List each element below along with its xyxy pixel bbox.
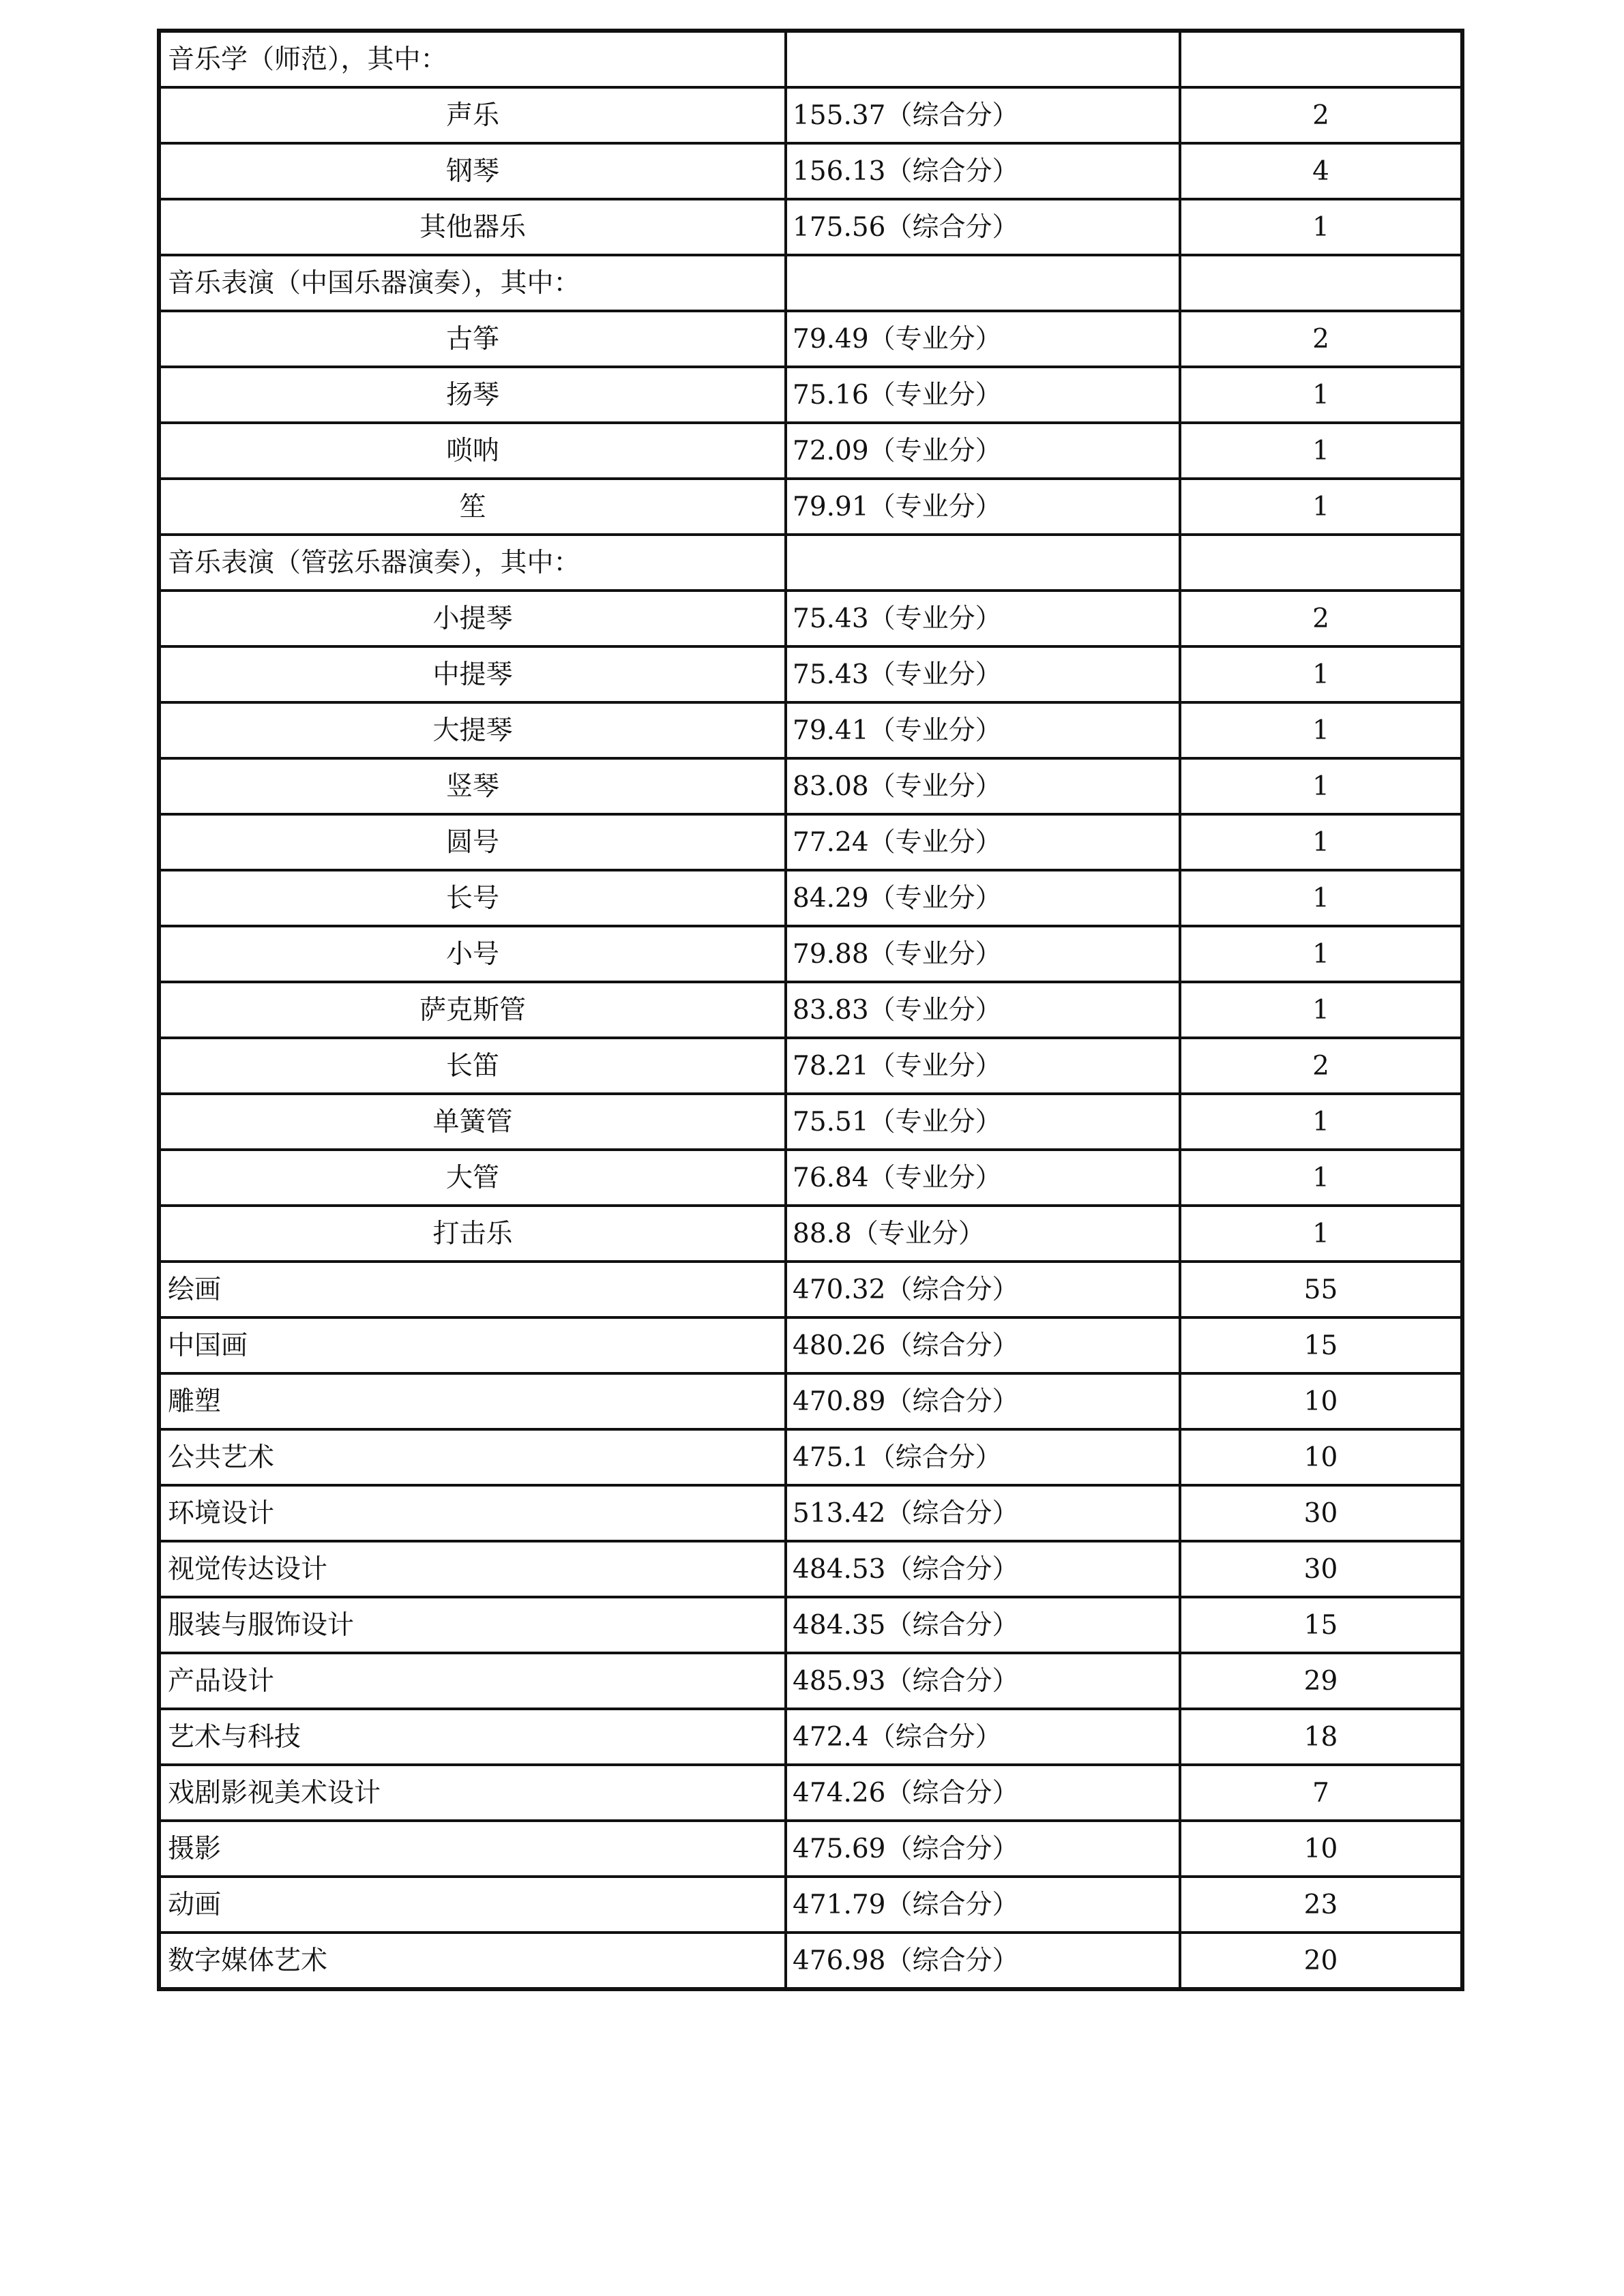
min-score-cell: 472.4（综合分） bbox=[786, 1709, 1180, 1765]
min-score-cell: 485.93（综合分） bbox=[786, 1653, 1180, 1709]
min-score-cell: 155.37（综合分） bbox=[786, 87, 1180, 143]
sub-major-name: 竖琴 bbox=[445, 771, 499, 802]
sub-major-name-cell bbox=[159, 199, 786, 255]
major-name-cell: 艺术与科技 bbox=[159, 1709, 786, 1765]
sub-major-name: 钢琴 bbox=[445, 155, 499, 187]
major-name-cell: 公共艺术 bbox=[159, 1429, 786, 1485]
table-row bbox=[159, 1933, 1462, 1989]
table-row bbox=[159, 1821, 1462, 1877]
table-row bbox=[159, 1317, 1462, 1373]
table-row bbox=[159, 591, 1462, 646]
sub-major-name-cell bbox=[159, 311, 786, 367]
admit-count-cell: 1 bbox=[1180, 479, 1462, 535]
major-name-cell: 音乐学（师范），其中： bbox=[159, 31, 786, 87]
table-row bbox=[159, 31, 1462, 87]
min-score-cell bbox=[786, 255, 1180, 311]
admit-count-cell: 1 bbox=[1180, 758, 1462, 814]
sub-major-name: 其他器乐 bbox=[419, 211, 526, 243]
table-row bbox=[159, 926, 1462, 982]
table-row bbox=[159, 982, 1462, 1038]
table-row bbox=[159, 870, 1462, 926]
min-score-cell: 513.42（综合分） bbox=[786, 1485, 1180, 1541]
min-score-cell: 78.21（专业分） bbox=[786, 1038, 1180, 1094]
admit-count-cell: 2 bbox=[1180, 591, 1462, 646]
table-row bbox=[159, 646, 1462, 702]
major-name-cell: 数字媒体艺术 bbox=[159, 1933, 786, 1989]
sub-major-name: 唢呐 bbox=[445, 435, 499, 466]
admit-count-cell bbox=[1180, 535, 1462, 591]
sub-major-name-cell bbox=[159, 143, 786, 199]
sub-major-name-cell bbox=[159, 591, 786, 646]
admit-count-cell: 10 bbox=[1180, 1821, 1462, 1877]
table-row bbox=[159, 702, 1462, 758]
min-score-cell: 75.43（专业分） bbox=[786, 646, 1180, 702]
sub-major-name: 笙 bbox=[459, 491, 486, 522]
table-row bbox=[159, 1094, 1462, 1150]
min-score-cell bbox=[786, 31, 1180, 87]
min-score-cell: 76.84（专业分） bbox=[786, 1150, 1180, 1206]
sub-major-name-cell bbox=[159, 870, 786, 926]
sub-major-name-cell bbox=[159, 423, 786, 479]
sub-major-name-cell bbox=[159, 646, 786, 702]
sub-major-name: 古筝 bbox=[445, 323, 499, 355]
table-row bbox=[159, 1653, 1462, 1709]
major-name-cell: 戏剧影视美术设计 bbox=[159, 1765, 786, 1821]
table-row bbox=[159, 1485, 1462, 1541]
table-row bbox=[159, 1429, 1462, 1485]
sub-major-name: 扬琴 bbox=[445, 379, 499, 411]
table-row bbox=[159, 1765, 1462, 1821]
sub-major-name: 圆号 bbox=[445, 826, 499, 858]
min-score-cell: 75.16（专业分） bbox=[786, 367, 1180, 423]
min-score-cell: 484.53（综合分） bbox=[786, 1541, 1180, 1597]
admit-count-cell bbox=[1180, 255, 1462, 311]
sub-major-name: 大管 bbox=[445, 1162, 499, 1193]
admit-count-cell: 1 bbox=[1180, 982, 1462, 1038]
min-score-cell: 83.08（专业分） bbox=[786, 758, 1180, 814]
table-row bbox=[159, 814, 1462, 870]
table-row bbox=[159, 1150, 1462, 1206]
table-row bbox=[159, 87, 1462, 143]
sub-major-name: 长笛 bbox=[445, 1050, 499, 1082]
table-row bbox=[159, 199, 1462, 255]
table-row bbox=[159, 758, 1462, 814]
table-row bbox=[159, 1709, 1462, 1765]
table-row bbox=[159, 1262, 1462, 1317]
admit-count-cell: 1 bbox=[1180, 814, 1462, 870]
table-row bbox=[159, 423, 1462, 479]
admit-count-cell: 2 bbox=[1180, 1038, 1462, 1094]
min-score-cell: 175.56（综合分） bbox=[786, 199, 1180, 255]
major-name-cell: 产品设计 bbox=[159, 1653, 786, 1709]
sub-major-name-cell bbox=[159, 367, 786, 423]
major-name-cell: 中国画 bbox=[159, 1317, 786, 1373]
table-row bbox=[159, 1373, 1462, 1429]
admit-count-cell: 1 bbox=[1180, 926, 1462, 982]
min-score-cell: 79.88（专业分） bbox=[786, 926, 1180, 982]
sub-major-name: 打击乐 bbox=[432, 1218, 513, 1249]
table-row bbox=[159, 367, 1462, 423]
admit-count-cell: 15 bbox=[1180, 1317, 1462, 1373]
min-score-cell: 475.69（综合分） bbox=[786, 1821, 1180, 1877]
sub-major-name: 小提琴 bbox=[432, 603, 513, 634]
admit-count-cell: 10 bbox=[1180, 1373, 1462, 1429]
major-name-cell: 动画 bbox=[159, 1877, 786, 1933]
min-score-cell: 84.29（专业分） bbox=[786, 870, 1180, 926]
min-score-cell: 480.26（综合分） bbox=[786, 1317, 1180, 1373]
min-score-cell: 88.8（专业分） bbox=[786, 1206, 1180, 1262]
admit-count-cell: 10 bbox=[1180, 1429, 1462, 1485]
sub-major-name-cell bbox=[159, 982, 786, 1038]
sub-major-name-cell bbox=[159, 926, 786, 982]
min-score-cell: 77.24（专业分） bbox=[786, 814, 1180, 870]
admit-count-cell: 20 bbox=[1180, 1933, 1462, 1989]
min-score-cell: 72.09（专业分） bbox=[786, 423, 1180, 479]
major-name-cell: 雕塑 bbox=[159, 1373, 786, 1429]
sub-major-name: 中提琴 bbox=[432, 659, 513, 690]
major-name-cell: 环境设计 bbox=[159, 1485, 786, 1541]
admit-count-cell: 23 bbox=[1180, 1877, 1462, 1933]
min-score-cell: 79.91（专业分） bbox=[786, 479, 1180, 535]
sub-major-name: 长号 bbox=[445, 882, 499, 914]
min-score-cell: 79.41（专业分） bbox=[786, 702, 1180, 758]
min-score-cell bbox=[786, 535, 1180, 591]
table-body bbox=[159, 31, 1462, 1989]
admit-count-cell: 30 bbox=[1180, 1541, 1462, 1597]
table-row bbox=[159, 1597, 1462, 1653]
min-score-cell: 474.26（综合分） bbox=[786, 1765, 1180, 1821]
sub-major-name-cell bbox=[159, 479, 786, 535]
major-name-cell: 音乐表演（中国乐器演奏），其中： bbox=[159, 255, 786, 311]
major-name-cell: 视觉传达设计 bbox=[159, 1541, 786, 1597]
major-name-cell: 绘画 bbox=[159, 1262, 786, 1317]
min-score-cell: 156.13（综合分） bbox=[786, 143, 1180, 199]
table-row bbox=[159, 311, 1462, 367]
admit-count-cell: 30 bbox=[1180, 1485, 1462, 1541]
sub-major-name-cell bbox=[159, 1206, 786, 1262]
min-score-cell: 470.32（综合分） bbox=[786, 1262, 1180, 1317]
admit-count-cell: 29 bbox=[1180, 1653, 1462, 1709]
table-row bbox=[159, 255, 1462, 311]
admit-count-cell: 4 bbox=[1180, 143, 1462, 199]
min-score-cell: 75.43（专业分） bbox=[786, 591, 1180, 646]
sub-major-name-cell bbox=[159, 814, 786, 870]
min-score-cell: 79.49（专业分） bbox=[786, 311, 1180, 367]
admit-count-cell: 2 bbox=[1180, 311, 1462, 367]
admit-count-cell: 1 bbox=[1180, 870, 1462, 926]
table-row bbox=[159, 535, 1462, 591]
sub-major-name-cell bbox=[159, 87, 786, 143]
sub-major-name-cell bbox=[159, 1038, 786, 1094]
admit-count-cell: 1 bbox=[1180, 1150, 1462, 1206]
sub-major-name: 单簧管 bbox=[432, 1106, 513, 1137]
min-score-cell: 484.35（综合分） bbox=[786, 1597, 1180, 1653]
admit-count-cell: 18 bbox=[1180, 1709, 1462, 1765]
major-name-cell: 服装与服饰设计 bbox=[159, 1597, 786, 1653]
admit-count-cell: 1 bbox=[1180, 646, 1462, 702]
admit-count-cell: 1 bbox=[1180, 367, 1462, 423]
min-score-cell: 475.1（综合分） bbox=[786, 1429, 1180, 1485]
min-score-cell: 476.98（综合分） bbox=[786, 1933, 1180, 1989]
admit-count-cell: 1 bbox=[1180, 199, 1462, 255]
admit-count-cell: 7 bbox=[1180, 1765, 1462, 1821]
sub-major-name-cell bbox=[159, 758, 786, 814]
sub-major-name: 小号 bbox=[445, 938, 499, 970]
min-score-cell: 471.79（综合分） bbox=[786, 1877, 1180, 1933]
admit-count-cell: 55 bbox=[1180, 1262, 1462, 1317]
sub-major-name: 萨克斯管 bbox=[419, 994, 526, 1026]
admit-count-cell: 2 bbox=[1180, 87, 1462, 143]
admit-count-cell: 1 bbox=[1180, 1094, 1462, 1150]
admit-count-cell bbox=[1180, 31, 1462, 87]
sub-major-name-cell bbox=[159, 1150, 786, 1206]
table-row bbox=[159, 1206, 1462, 1262]
admit-count-cell: 1 bbox=[1180, 423, 1462, 479]
sub-major-name-cell bbox=[159, 702, 786, 758]
min-score-cell: 470.89（综合分） bbox=[786, 1373, 1180, 1429]
admit-count-cell: 1 bbox=[1180, 1206, 1462, 1262]
sub-major-name: 声乐 bbox=[445, 100, 499, 131]
sub-major-name-cell bbox=[159, 1094, 786, 1150]
table-row bbox=[159, 1541, 1462, 1597]
table-row bbox=[159, 143, 1462, 199]
min-score-cell: 83.83（专业分） bbox=[786, 982, 1180, 1038]
admit-count-cell: 15 bbox=[1180, 1597, 1462, 1653]
min-score-cell: 75.51（专业分） bbox=[786, 1094, 1180, 1150]
major-name-cell: 音乐表演（管弦乐器演奏），其中： bbox=[159, 535, 786, 591]
major-name-cell: 摄影 bbox=[159, 1821, 786, 1877]
table-row bbox=[159, 479, 1462, 535]
admission-score-table bbox=[157, 29, 1464, 1991]
table-row bbox=[159, 1877, 1462, 1933]
sub-major-name: 大提琴 bbox=[432, 715, 513, 746]
admit-count-cell: 1 bbox=[1180, 702, 1462, 758]
table-row bbox=[159, 1038, 1462, 1094]
